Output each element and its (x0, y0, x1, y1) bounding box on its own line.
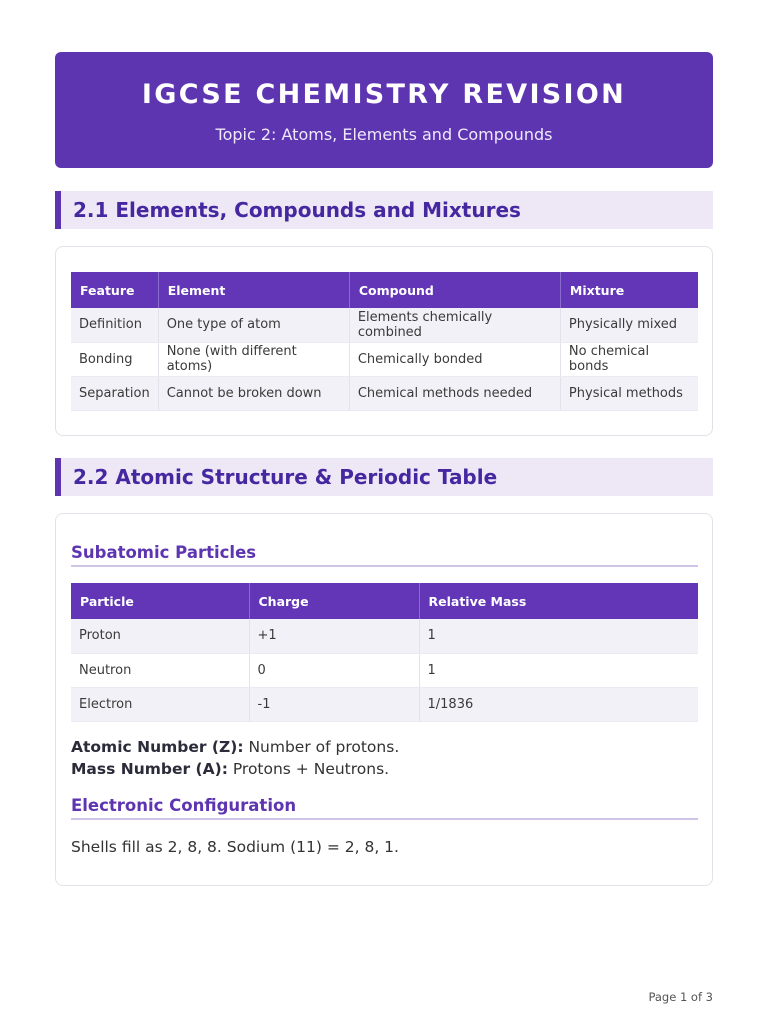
table-cell: Physically mixed (560, 308, 698, 342)
page-header (55, 52, 713, 168)
table-row (71, 653, 698, 687)
table-cell: 1 (419, 653, 698, 687)
table-cell: Elements chemically combined (349, 308, 560, 342)
column-header: Compound (349, 272, 560, 308)
table-cell: One type of atom (158, 308, 349, 342)
atomic-number-line (71, 736, 399, 758)
column-header: Feature (71, 272, 158, 308)
table-row (71, 342, 698, 376)
column-header: Particle (71, 583, 249, 619)
table-row (71, 687, 698, 721)
table-cell: None (with different atoms) (158, 342, 349, 376)
elements-table (71, 272, 698, 411)
table-cell: 1/1836 (419, 687, 698, 721)
table-cell: -1 (249, 687, 419, 721)
electronic-configuration-text: Shells fill as 2, 8, 8. Sodium (11) = 2, 8, 1. (71, 838, 399, 856)
subatomic-particles-heading: Subatomic Particles (71, 543, 698, 567)
subatomic-particles-table (71, 583, 698, 722)
column-header: Mixture (560, 272, 698, 308)
section-heading-elements: 2.1 Elements, Compounds and Mixtures (55, 191, 713, 229)
table-row (71, 619, 698, 653)
mass-number-text: Protons + Neutrons. (227, 760, 390, 778)
table-cell: +1 (249, 619, 419, 653)
section-heading-atomic-structure: 2.2 Atomic Structure & Periodic Table (55, 458, 713, 496)
mass-number-label: Mass Number (A): (71, 760, 228, 778)
column-header: Relative Mass (419, 583, 698, 619)
table-cell: Bonding (71, 342, 158, 376)
table-cell: Electron (71, 687, 249, 721)
atomic-structure-card (55, 513, 713, 886)
table-cell: Physical methods (560, 376, 698, 410)
atomic-number-text: Number of protons. (243, 738, 400, 756)
elements-card (55, 246, 713, 436)
table-cell: 1 (419, 619, 698, 653)
table-row (71, 308, 698, 342)
table-cell: Chemical methods needed (349, 376, 560, 410)
table-cell: Cannot be broken down (158, 376, 349, 410)
table-cell: 0 (249, 653, 419, 687)
table-header-row (71, 272, 698, 308)
table-cell: Separation (71, 376, 158, 410)
atomic-number-label: Atomic Number (Z): (71, 738, 244, 756)
page-title: IGCSE CHEMISTRY REVISION (141, 79, 627, 110)
electronic-configuration-heading: Electronic Configuration (71, 796, 698, 820)
table-row (71, 376, 698, 410)
column-header: Element (158, 272, 349, 308)
table-cell: Neutron (71, 653, 249, 687)
page-number: Page 1 of 3 (648, 990, 713, 1004)
column-header: Charge (249, 583, 419, 619)
mass-number-line (71, 758, 389, 780)
page-subtitle: Topic 2: Atoms, Elements and Compounds (215, 125, 553, 144)
table-cell: Proton (71, 619, 249, 653)
table-cell: Definition (71, 308, 158, 342)
table-cell: No chemical bonds (560, 342, 698, 376)
table-cell: Chemically bonded (349, 342, 560, 376)
table-header-row (71, 583, 698, 619)
